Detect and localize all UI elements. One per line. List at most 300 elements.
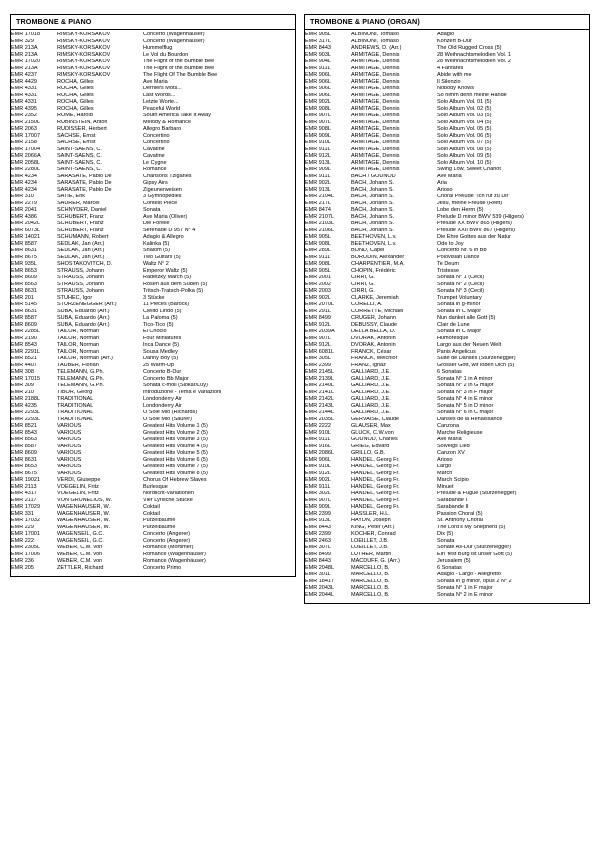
catalogue-reference: EMR 910L: [305, 139, 331, 146]
table-row: [11, 309, 293, 316]
catalogue-columns: [10, 14, 590, 604]
composer-name: ARMITAGE, Dennis: [351, 153, 400, 159]
composer-name: STUHEC, Igor: [57, 295, 93, 301]
work-title: Danny Boy (5): [143, 355, 179, 362]
table-row: [305, 288, 587, 295]
composer-name: HÄNDEL, Georg Fr.: [351, 484, 400, 490]
composer-name: WAGENHÄUSER, W.: [57, 524, 110, 531]
table-row: [11, 295, 293, 302]
catalogue-reference: EMR 2043L: [305, 585, 335, 591]
work-title: Largo aus der Neuen Welt: [437, 342, 502, 348]
composer-name: SEDLAK, Jan (Arr.): [57, 254, 105, 261]
catalogue-reference: EMR 2150L: [11, 119, 41, 126]
catalogue-reference: EMR 2280L: [11, 166, 41, 173]
catalogue-reference: EMR 4234: [11, 173, 37, 180]
composer-name: CIRRI, G.: [351, 281, 375, 288]
work-title: Chorus Of Hebrew Slaves: [143, 477, 207, 483]
work-title: Romance (Wagenhäuser): [143, 551, 206, 558]
work-title: Concerto Primo: [143, 565, 182, 571]
work-title: Canzon XV: [437, 450, 465, 456]
catalogue-reference: EMR 904L: [305, 58, 331, 65]
composer-name: WEBER, C.M. von: [57, 558, 103, 564]
composer-name: TIBOR, Georg: [57, 389, 93, 396]
catalogue-reference: EMR 912L: [305, 342, 331, 348]
work-title: Sonata N° 3 (Cecil): [437, 288, 485, 294]
work-title: Danses de la Renaissance: [437, 416, 503, 423]
work-title: The Flight Of The Bumble Bee: [143, 72, 218, 78]
table-row: [305, 356, 587, 363]
catalogue-reference: EMR 907L: [305, 497, 331, 504]
work-title: St. Anthony Choral: [437, 517, 483, 524]
composer-name: ARMITAGE, Dennis: [351, 146, 400, 153]
composer-name: SUBA, Eduardo (Arr.): [57, 322, 110, 328]
composer-name: GALLIARD, J.E.: [351, 396, 391, 402]
work-title: Introduzione - Tema e Variazioni: [143, 389, 222, 396]
table-row: [305, 504, 587, 511]
composer-name: SACHSE, Ernst: [57, 139, 96, 146]
work-title: Trumpet Voluntary: [437, 295, 482, 301]
table-row: [11, 248, 293, 255]
work-title: Greatest Hits Volume 1 (5): [143, 423, 208, 429]
table-row: [305, 268, 587, 275]
table-row: [305, 59, 587, 66]
composer-name: GALLIARD, J.E.: [351, 409, 391, 416]
composer-name: VOEGELIN, Fritz: [57, 490, 99, 497]
composer-name: TAILOR, Norman: [57, 335, 100, 342]
composer-name: STRAUSS, Johann: [57, 288, 105, 294]
composer-name: VARIOUS: [57, 457, 82, 463]
catalogue-reference: EMR 289L: [305, 247, 331, 254]
table-row: [305, 498, 587, 505]
table-row: [11, 349, 293, 356]
catalogue-reference: EMR 8499: [305, 551, 331, 558]
composer-name: VARIOUS: [57, 470, 82, 477]
composer-name: DVORAK, Antonin: [351, 342, 396, 348]
table-row: [305, 214, 587, 221]
composer-name: HASSLER, H.L.: [351, 511, 390, 517]
composer-name: STRAUSS, Johann: [57, 274, 105, 281]
work-title: Romance (Wagenhäuser): [143, 558, 206, 564]
composer-name: BACH, Johann S.: [351, 214, 395, 220]
table-row: [305, 133, 587, 140]
table-row: [11, 45, 293, 52]
catalogue-reference: EMR 2066A: [11, 153, 41, 159]
composer-name: SUBA, Eduardo (Arr.): [57, 308, 110, 315]
table-row: [305, 160, 587, 167]
catalogue-reference: EMR 8563: [11, 281, 37, 288]
catalogue-reference: EMR 236: [11, 558, 34, 564]
composer-name: SEDLAK, Jan (Arr.): [57, 247, 105, 254]
work-title: Grosser Gott, wir loben Dich (5): [437, 362, 515, 369]
work-title: The Lord's My Shepherd (5): [437, 524, 506, 531]
catalogue-reference: EMR 213A: [11, 45, 38, 51]
composer-name: VERDI, Giuseppe: [57, 477, 101, 483]
work-title: Gipsy Airs: [143, 180, 168, 186]
table-row: [11, 174, 293, 181]
table-row: [11, 356, 293, 363]
composer-name: ROCHA, Gilles: [57, 92, 94, 99]
catalogue-reference: EMR 8653: [11, 463, 37, 470]
catalogue-reference: EMR 2041: [11, 207, 37, 213]
work-title: Contest Piece: [143, 200, 178, 207]
work-title: Clair de Lune: [437, 322, 470, 328]
table-row: [305, 282, 587, 289]
catalogue-reference: EMR 905L: [305, 31, 331, 38]
composer-name: SARASATE, Pablo De: [57, 187, 112, 193]
work-title: Allegro Barbaro: [143, 126, 182, 132]
work-title: Sonata N° 4 in E minor: [437, 396, 494, 402]
composer-name: CRUGER, Johann: [351, 315, 396, 321]
composer-name: ARMITAGE, Dennis: [351, 160, 400, 166]
table-row: [11, 471, 293, 478]
table-row: [11, 545, 293, 552]
composer-name: GERVAISE, Claude: [351, 416, 400, 423]
composer-name: SARASATE, Pablo De: [57, 180, 112, 186]
composer-name: HÄNDEL, Georg Fr.: [351, 490, 400, 497]
catalogue-reference: EMR 8631: [11, 308, 37, 315]
catalogue-reference: EMR 908L: [305, 261, 331, 267]
catalogue-reference: EMR 2222: [305, 423, 331, 429]
work-title: Greatest Hits Volume 3 (5): [143, 436, 208, 443]
table-row: [305, 565, 587, 572]
catalogue-reference: EMR 2142L: [305, 396, 335, 402]
work-title: Concertino: [143, 133, 170, 139]
catalogue-reference: EMR 907L: [305, 112, 331, 119]
table-row: [305, 93, 587, 100]
table-row: [11, 113, 293, 120]
table-row: [11, 430, 293, 437]
catalogue-reference: EMR 912L: [305, 322, 331, 328]
catalogue-reference: EMR 908L: [305, 241, 331, 247]
composer-name: BEETHOVEN, L.v.: [351, 241, 397, 247]
listing-table-trombone-piano-organ: [305, 32, 587, 599]
work-title: Sonata N° 2 (Cecil): [437, 281, 485, 288]
work-title: Solveigs Lied: [437, 443, 470, 450]
table-row: [11, 437, 293, 444]
table-row: [11, 288, 293, 295]
work-title: Concerto Bb Major: [143, 376, 189, 382]
table-row: [11, 329, 293, 336]
composer-name: GOUNOD, Charles: [351, 436, 398, 443]
catalogue-reference: EMR 17007: [11, 133, 41, 139]
table-row: [305, 79, 587, 86]
composer-name: ARMITAGE, Dennis: [351, 126, 400, 132]
table-row: [305, 126, 587, 133]
work-title: Solo Album Vol. 08 (5): [437, 146, 492, 153]
table-row: [11, 214, 293, 221]
table-row: [11, 403, 293, 410]
listing-body-trombone-piano: [11, 30, 295, 576]
work-title: 4 Fanfares: [437, 65, 464, 72]
work-title: Four Miniatures: [143, 335, 182, 342]
work-title: 28 Weihnachtsmelodien Vol. 2: [437, 58, 511, 65]
catalogue-reference: EMR 8609: [11, 274, 37, 281]
composer-name: MARCELLO, B.: [351, 565, 390, 571]
table-row: [11, 417, 293, 424]
table-row: [11, 207, 293, 214]
work-title: Concerto (Angerer): [143, 538, 191, 544]
table-row: [11, 444, 293, 451]
catalogue-reference: EMR 8474: [305, 207, 331, 213]
composer-name: BOND, Capel: [351, 247, 385, 254]
catalogue-reference: EMR 2070L: [305, 301, 335, 308]
composer-name: SAINT-SAËNS, C.: [57, 160, 102, 166]
work-title: Melody & Romance: [143, 119, 191, 126]
work-title: 3 Gymnopédies: [143, 193, 182, 200]
catalogue-reference: EMR 8543: [11, 430, 37, 436]
catalogue-reference: EMR 905L: [305, 234, 331, 240]
column-header-trombone-piano-organ: TROMBONE & PIANO (ORGAN): [305, 15, 589, 30]
catalogue-reference: EMR 8653: [11, 268, 37, 274]
table-row: [11, 565, 293, 572]
composer-name: SUBA, Eduardo (Arr.): [57, 315, 110, 321]
catalogue-reference: EMR 6073L: [11, 227, 41, 234]
work-title: Jesu, meine Freude (Reift): [437, 200, 503, 207]
table-row: [11, 32, 293, 39]
table-row: [305, 322, 587, 329]
work-title: So nimm denn meine Hände: [437, 92, 507, 99]
work-title: Ave Maria: [437, 173, 462, 180]
catalogue-reference: EMR 2113: [11, 484, 37, 490]
composer-name: ARMITAGE, Dennis: [351, 72, 400, 78]
catalogue-reference: EMR 17020: [11, 58, 41, 65]
table-row: [305, 66, 587, 73]
table-row: [305, 241, 587, 248]
composer-name: ZETTLER, Richard: [57, 565, 104, 571]
work-title: Radetzky March (5): [143, 274, 191, 281]
catalogue-reference: EMR 291L: [305, 308, 331, 315]
table-row: [305, 363, 587, 370]
composer-name: BACH, Johann S.: [351, 193, 395, 200]
table-row: [11, 336, 293, 343]
table-row: [305, 430, 587, 437]
catalogue-reference: EMR 308: [11, 369, 34, 375]
catalogue-reference: EMR 2039A: [305, 328, 335, 335]
composer-name: GALLIARD, J.E.: [351, 369, 391, 375]
work-title: Ave Maria: [143, 79, 168, 85]
work-title: Romance: [143, 166, 167, 173]
work-title: Romance (Mortimer): [143, 544, 194, 551]
catalogue-reference: EMR 17015: [11, 376, 41, 382]
work-title: Swing Low, Sweet Chariot: [437, 166, 501, 173]
table-row: [305, 261, 587, 268]
table-row: [11, 59, 293, 66]
work-title: Sonata N° 1 (Cecil): [437, 274, 485, 281]
table-row: [11, 302, 293, 309]
work-title: Sarabande II: [437, 504, 469, 510]
table-row: [11, 322, 293, 329]
work-title: Vier Lyrische Stücke: [143, 497, 193, 504]
work-title: Purzelbäume: [143, 517, 176, 524]
composer-name: ARMITAGE, Dennis: [351, 65, 400, 72]
composer-name: TRADITIONAL: [57, 409, 94, 416]
catalogue-reference: EMR 17004: [11, 146, 41, 153]
catalogue-column-trombone-piano: [10, 14, 296, 577]
composer-name: ALBINONI, Tomaso: [351, 31, 399, 38]
table-row: [11, 363, 293, 370]
composer-name: KING, Peter (Arr.): [351, 524, 395, 531]
work-title: Greatest Hits Volume 2 (5): [143, 430, 208, 436]
catalogue-reference: EMR 911L: [305, 146, 331, 153]
catalogue-reference: EMR 8443: [305, 45, 331, 51]
catalogue-reference: EMR 935L: [11, 261, 37, 267]
table-row: [305, 572, 587, 579]
work-title: Humoresque: [437, 335, 469, 342]
table-row: [11, 396, 293, 403]
composer-name: DEBUSSY, Claude: [351, 322, 398, 328]
work-title: Kalinka (5): [143, 241, 170, 247]
composer-name: RIMSKY-KORSAKOV: [57, 58, 111, 65]
composer-name: ARMITAGE, Dennis: [351, 106, 400, 112]
table-row: [11, 160, 293, 167]
work-title: Ave Maria (Oliver): [143, 214, 188, 220]
table-row: [305, 558, 587, 565]
catalogue-reference: EMR 4331: [11, 92, 37, 99]
work-title: Dix (5): [437, 531, 454, 537]
catalogue-reference: EMR 907L: [305, 335, 331, 342]
composer-name: TAILOR, Norman (Arr.): [57, 355, 113, 362]
table-row: [305, 221, 587, 228]
composer-name: TELEMANN, G.Ph.: [57, 382, 105, 389]
composer-name: ROCHA, Gilles: [57, 106, 94, 112]
work-title: Le Cygne: [143, 160, 167, 166]
catalogue-reference: EMR 2293L: [11, 416, 41, 423]
table-row: [11, 558, 293, 565]
work-title: Sousa Medley: [143, 349, 178, 355]
catalogue-reference: EMR 329: [11, 38, 34, 45]
composer-name: RIMSKY-KORSAKOV: [57, 38, 111, 45]
table-row: [305, 464, 587, 471]
work-title: Suite de Danses (Sturzenegger): [437, 355, 516, 362]
work-title: The Old Rugged Cross (5): [437, 45, 502, 51]
table-row: [305, 349, 587, 356]
work-title: Cavatine: [143, 146, 165, 153]
work-title: Chansons Tziganes: [143, 173, 192, 180]
table-row: [305, 423, 587, 430]
composer-name: CHARPENTIER, M.A.: [351, 261, 405, 267]
work-title: Sonata in C Major: [437, 328, 482, 335]
catalogue-reference: EMR 4331: [11, 99, 37, 105]
table-row: [11, 538, 293, 545]
table-row: [11, 126, 293, 133]
work-title: Solo Album Vol. 03 (5): [437, 112, 492, 119]
composer-name: RIMSKY-KORSAKOV: [57, 65, 111, 72]
table-row: [305, 417, 587, 424]
table-row: [305, 72, 587, 79]
catalogue-reference: EMR 2188L: [11, 396, 41, 402]
catalogue-reference: EMR 2107L: [305, 214, 335, 220]
composer-name: ARMITAGE, Dennis: [351, 119, 400, 126]
work-title: Die Ehre Gottes aus der Natur: [437, 234, 511, 240]
composer-name: STURZENEGGER (Arr.): [57, 301, 117, 308]
table-row: [305, 106, 587, 113]
composer-name: HAYDN, Joseph: [351, 517, 391, 524]
catalogue-reference: EMR 8609: [11, 322, 37, 328]
work-title: 3 Stücke: [143, 295, 165, 301]
table-row: [11, 315, 293, 322]
composer-name: HÄNDEL, Georg Fr.: [351, 504, 400, 510]
catalogue-reference: EMR 17032: [11, 517, 41, 524]
work-title: Greatest Hits Volume 4 (5): [143, 443, 208, 450]
composer-name: GLUCK, C.W.von: [351, 430, 394, 436]
table-row: [11, 457, 293, 464]
work-title: Greatest Hits Volume 7 (5): [143, 463, 208, 470]
table-row: [305, 228, 587, 235]
composer-name: WEBER, C.M. von: [57, 544, 103, 551]
table-row: [11, 86, 293, 93]
catalogue-reference: EMR 913L: [305, 187, 331, 193]
catalogue-reference: EMR 2048L: [305, 565, 335, 571]
catalogue-reference: EMR 902L: [305, 295, 331, 301]
catalogue-reference: EMR 18417: [305, 578, 335, 585]
work-title: Concerto Nr. 6 in Bb: [437, 247, 487, 254]
table-row: [305, 390, 587, 397]
catalogue-reference: EMR 4407: [11, 362, 37, 369]
table-row: [305, 113, 587, 120]
catalogue-reference: EMR 8521: [11, 423, 37, 429]
work-title: Sonata: [143, 207, 161, 213]
work-title: Prelude D minor BWV 539 (Hilgers): [437, 214, 524, 220]
composer-name: BACH, Johann S.: [351, 207, 395, 213]
work-title: Last Words...: [143, 92, 176, 99]
catalogue-reference: EMR 17029: [11, 504, 41, 510]
composer-name: STRAUSS, Johann: [57, 268, 105, 274]
composer-name: GLAUSER, Max: [351, 423, 391, 429]
catalogue-reference: EMR 213A: [11, 52, 38, 58]
composer-name: SCHNYDER, Daniel: [57, 207, 107, 213]
work-title: Sonata: [437, 538, 455, 544]
table-row: [305, 342, 587, 349]
work-title: Solo Album Vol. 04 (5): [437, 119, 492, 126]
catalogue-reference: EMR 2285L: [11, 328, 41, 335]
work-title: Sonata N° 2 in G major: [437, 382, 494, 389]
work-title: Sonata in g-minor: [437, 301, 481, 308]
work-title: Solo Album Vol. 02 (5): [437, 106, 492, 112]
table-row: [305, 369, 587, 376]
composer-name: SAINT-SAËNS, C.: [57, 166, 102, 173]
catalogue-reference: EMR 2143L: [305, 403, 335, 409]
listing-table-trombone-piano: [11, 32, 293, 572]
work-title: Panis Angelicus: [437, 349, 476, 355]
catalogue-reference: EMR 2291L: [11, 349, 41, 355]
work-title: Sonata c-moll (Slokar/Luy): [143, 382, 208, 389]
work-title: Solo Album Vol. 01 (5): [437, 99, 492, 105]
table-row: [305, 336, 587, 343]
catalogue-reference: EMR 8587: [11, 241, 37, 247]
catalogue-reference: EMR 906L: [305, 72, 331, 78]
catalogue-reference: EMR 2103L: [305, 220, 335, 227]
catalogue-reference: EMR 4317: [11, 490, 37, 497]
table-row: [11, 282, 293, 289]
composer-name: ARMITAGE, Dennis: [351, 133, 400, 139]
catalogue-reference: EMR 229: [11, 524, 34, 531]
work-title: Nobody Knows: [437, 85, 474, 92]
work-title: Cavatine: [143, 153, 165, 159]
composer-name: TRADITIONAL: [57, 396, 94, 402]
catalogue-reference: EMR 2044L: [305, 592, 335, 598]
table-row: [11, 66, 293, 73]
catalogue-reference: EMR 2139L: [305, 376, 335, 382]
work-title: Two Guitars (5): [143, 254, 181, 261]
work-title: Te Deum: [437, 261, 460, 267]
catalogue-reference: EMR 4395: [11, 106, 37, 112]
work-title: Adagio: [437, 31, 455, 38]
work-title: Sonata N° 1 in F major: [437, 585, 493, 591]
composer-name: ARMITAGE, Dennis: [351, 92, 400, 99]
table-row: [11, 498, 293, 505]
composer-name: TAILOR, Norman: [57, 328, 100, 335]
catalogue-reference: EMR 906L: [305, 457, 331, 463]
